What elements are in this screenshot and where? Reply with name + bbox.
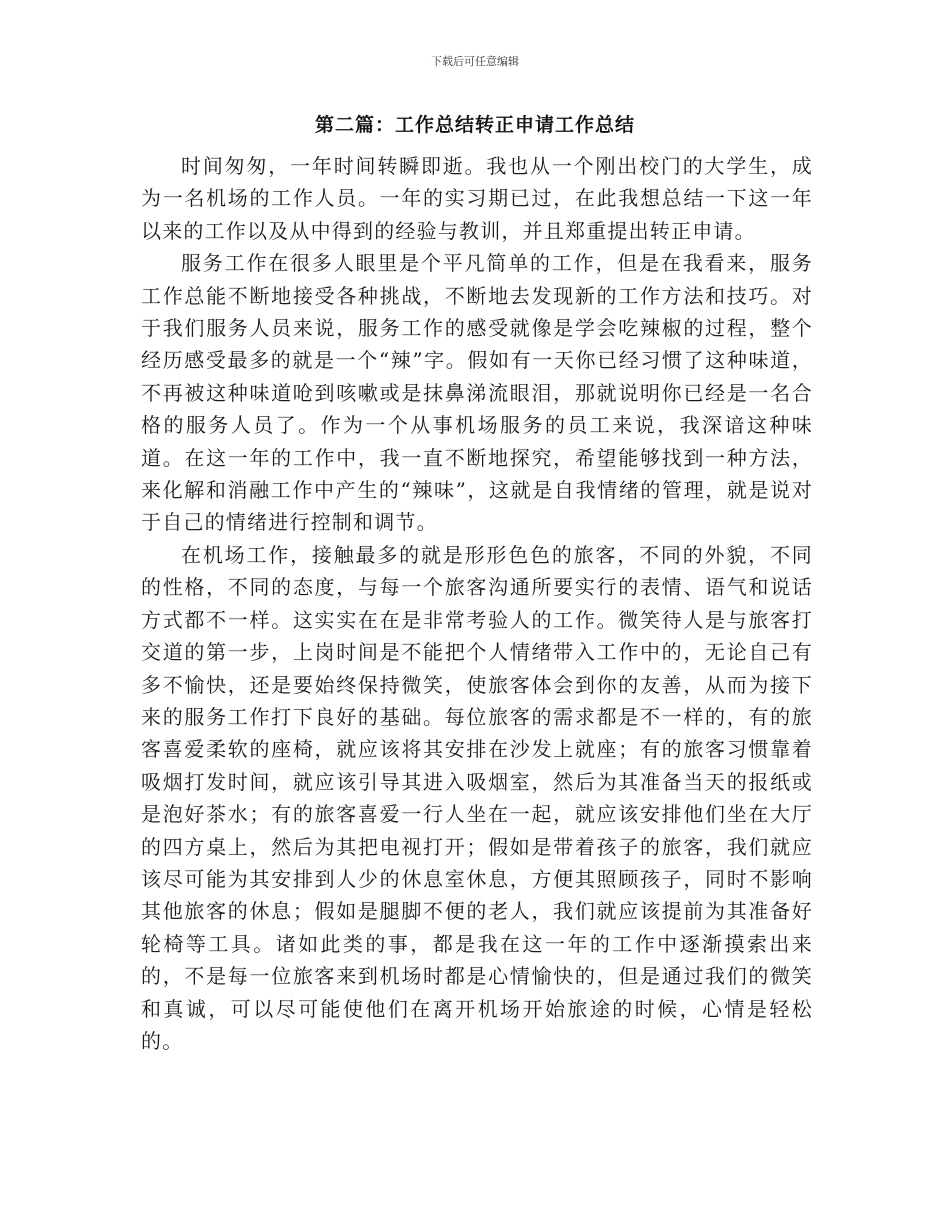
- document-title: 第二篇：工作总结转正申请工作总结: [314, 114, 635, 136]
- paragraph-3: 在机场工作，接触最多的就是形形色色的旅客，不同的外貌，不同的性格，不同的态度，与每一个旅客沟通所要实行的表情、语气和说话方式都不一样。这实实在在是非常考验人的工作。微笑待人是与旅客打交道的第一步，上岗时间是不能把个人情绪带入工作中的，无论自己有多不愉快，还是要始终保持微笑，使旅客体会到你的友善，从而为接下来的服务工作打下良好的基础。每位旅客的需求都是不一样的，有的旅客喜爱柔软的座椅，就应该将其安排在沙发上就座；有的旅客习惯靠着吸烟打发时间，就应该引导其进入吸烟室，然后为其准备当天的报纸或是泡好茶水；有的旅客喜爱一行人坐在一起，就应该安排他们坐在大厅的四方桌上，然后为其把电视打开；假如是带着孩子的旅客，我们就应该尽可能为其安排到人少的休息室休息，方便其照顾孩子，同时不影响其他旅客的休息；假如是腿脚不便的老人，我们就应该提前为其准备好轮椅等工具。诸如此类的事，都是我在这一年的工作中逐渐摸索出来的，不是每一位旅客来到机场时都是心情愉快的，但是通过我们的微笑和真诚，可以尽可能使他们在离开机场开始旅途的时候，心情是轻松的。: [141, 542, 813, 1053]
- document-body: [141, 150, 813, 1057]
- paragraph-1: 时间匆匆，一年时间转瞬即逝。我也从一个刚出校门的大学生，成为一名机场的工作人员。一年的实习期已过，在此我想总结一下这一年以来的工作以及从中得到的经验与教训，并且郑重提出转正申请。: [141, 154, 813, 243]
- header-note: 下载后可任意编辑: [431, 55, 519, 68]
- paragraph-2: 服务工作在很多人眼里是个平凡简单的工作，但是在我看来，服务工作总能不断地接受各种挑战，不断地去发现新的工作方法和技巧。对于我们服务人员来说，服务工作的感受就像是学会吃辣椒的过程，整个经历感受最多的就是一个“辣”字。假如有一天你已经习惯了这种味道，不再被这种味道呛到咳嗽或是抹鼻涕流眼泪，那就说明你已经是一名合格的服务人员了。作为一个从事机场服务的员工来说，我深谙这种味道。在这一年的工作中，我一直不断地探究，希望能够找到一种方法，来化解和消融工作中产生的“辣味”，这就是自我情绪的管理，就是说对于自己的情绪进行控制和调节。: [141, 251, 813, 535]
